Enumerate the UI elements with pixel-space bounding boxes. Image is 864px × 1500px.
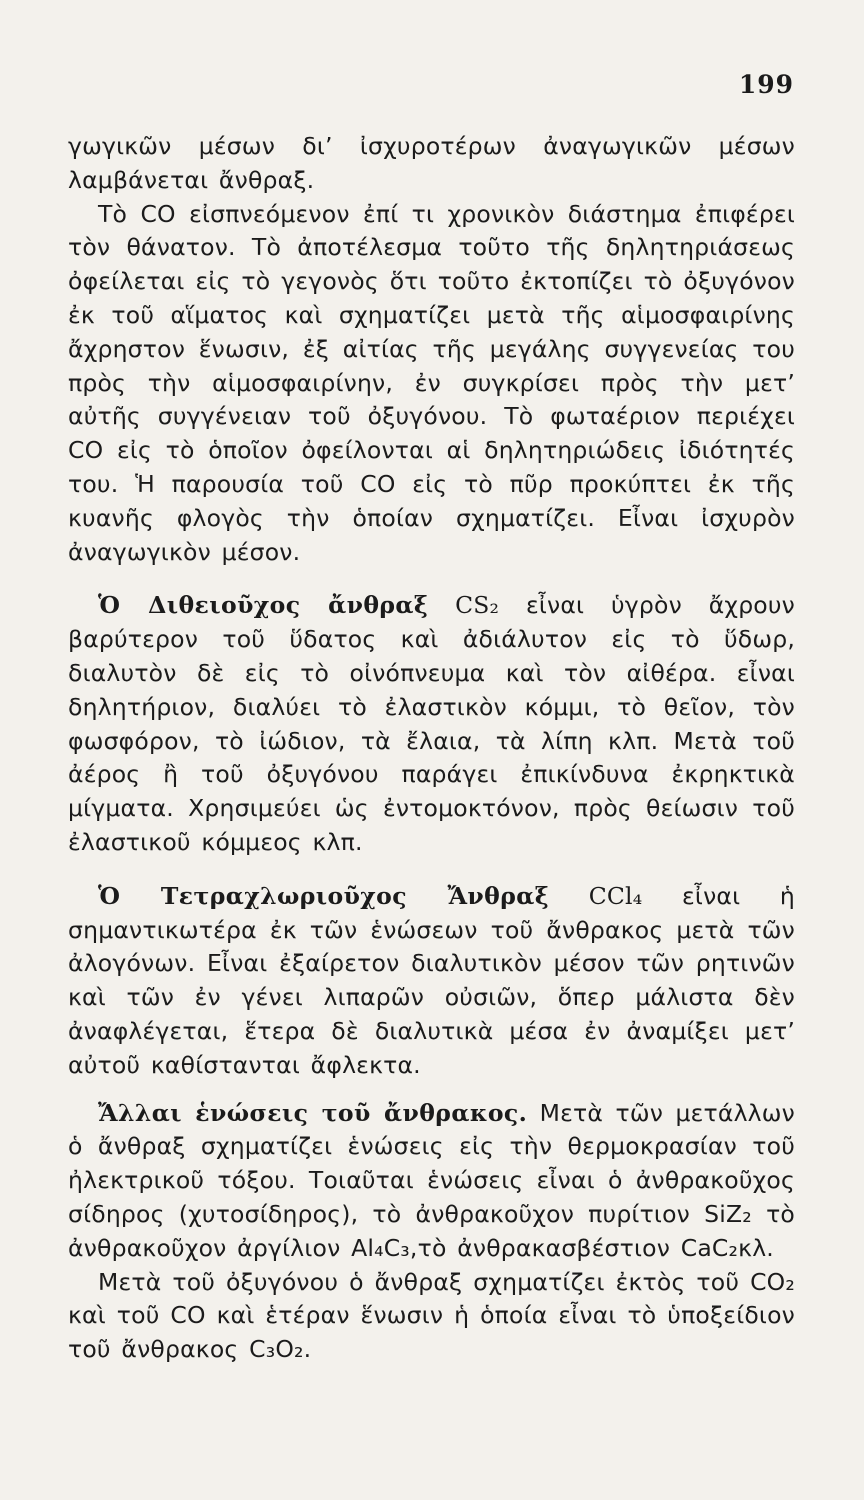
paragraph-text: εἶναι ἡ σημαντικωτέρα ἐκ τῶν ἑνώσεων τοῦ ἄνθρακος μετὰ τῶν ἀλογόνων. Εἶναι ἐξαίρετον διαλυτικὸν μέσον τῶν ρητινῶν καὶ τῶν ἐν γένει λιπαρῶν οὐσιῶν, ὅπερ μάλιστα δὲν ἀναφλέγεται, ἕτερα δὲ διαλυτικὰ μέσα ἐν ἀναμίξει μετ’ αὐτοῦ καθίστανται ἄφλεκτα. (68, 881, 795, 1079)
paragraph-continuation: γωγικῶν μέσων δι’ ἰσχυροτέρων ἀναγωγικῶν μέσων λαμβάνεται ἄνθραξ. (68, 132, 795, 194)
formula-ccl4: CCl₄ (588, 881, 643, 910)
paragraph-carbon-monoxide: Τὸ CO εἰσπνεόμενον ἐπί τι χρονικὸν διάστημα ἐπιφέρει τὸν θάνατον. Τὸ ἀποτέλεσμα τοῦτο τῆς δηλητηριάσεως ὀφείλεται εἰς τὸ γεγονὸς ὅτι τοῦτο ἐκτοπίζει τὸ ὀξυγόνον ἐκ τοῦ αἵματος καὶ σχηματίζει μετὰ τῆς αἱμοσφαιρίνης ἄχρηστον ἕνωσιν, ἐξ αἰτίας τῆς μεγάλης συγγενείας του πρὸς τὴν αἱμοσφαιρίνην, ἐν συγκρίσει πρὸς τὴν μετ’ αὐτῆς συγγένειαν τοῦ ὀξυγόνου. Τὸ φωταέριον περιέχει CO εἰς τὸ ὁποῖον ὀφείλονται αἱ δηλητηριώδεις ἰδιότητές του. Ἡ παρουσία τοῦ CO εἰς τὸ πῦρ προκύπτει ἐκ τῆς κυανῆς φλογὸς τὴν ὁποίαν σχηματίζει. Εἶναι ἰσχυρὸν ἀναγωγικὸν μέσον. (68, 199, 795, 566)
paragraph-carbon-tetrachloride (68, 880, 795, 1083)
page-number: 199 (738, 70, 794, 99)
paragraph-text: εἶναι ὑγρὸν ἄχρουν βαρύτερον τοῦ ὕδατος καὶ ἀδιάλυτον εἰς τὸ ὕδωρ, διαλυτὸν δὲ εἰς τὸ οἰνόπνευμα καὶ τὸν αἰθέρα. εἶναι δηλητήριον, διαλύει τὸ ἐλαστικὸν κόμμι, τὸ θεῖον, τὸν φωσφόρον, τὸ ἰώδιον, τὰ ἔλαια, τὰ λίπη κλπ. Μετὰ τοῦ ἀέρος ἢ τοῦ ὀξυγόνου παράγει ἐπικίνδυνα ἐκρηκτικὰ μίγματα. Χρησιμεύει ὡς ἐντομοκτόνον, πρὸς θείωσιν τοῦ ἐλαστικοῦ κόμμεος κλπ. (68, 591, 796, 856)
paragraph-carbon-suboxide: Μετὰ τοῦ ὀξυγόνου ὁ ἄνθραξ σχηματίζει ἐκτὸς τοῦ CO₂ καὶ τοῦ CO καὶ ἑτέραν ἕνωσιν ἡ ὁποία εἶναι τὸ ὑποξείδιον τοῦ ἄνθρακος C₃O₂. (68, 1267, 795, 1364)
section-heading-carbon-disulfide: Ὁ Διθειοῦχος ἄνθραξ (98, 591, 429, 620)
body-text (68, 130, 795, 1367)
paragraph-other-compounds (68, 1097, 795, 1266)
formula-cs2: CS₂ (455, 591, 500, 620)
section-heading-other-compounds: Ἄλλαι ἑνώσεις τοῦ ἄνθρακος. (98, 1098, 528, 1127)
paragraph-text: Μετὰ τῶν μετάλλων ὁ ἄνθραξ σχηματίζει ἑνώσεις εἰς τὴν θερμοκρασίαν τοῦ ἠλεκτρικοῦ τόξου. Τοιαῦται ἑνώσεις εἶναι ὁ ἀνθρακοῦχος σίδηρος (χυτοσίδηρος), τὸ ἀνθρακοῦχον πυρίτιον SiZ₂ τὸ ἀνθρακοῦχον ἀργίλιον Al₄C₃,τὸ ἀνθρακασβέστιον CaC₂κλ. (68, 1098, 795, 1262)
paragraph-carbon-disulfide (68, 589, 795, 859)
section-heading-carbon-tetrachloride: Ὁ Τετραχλωριοῦχος Ἄνθραξ (98, 881, 550, 910)
